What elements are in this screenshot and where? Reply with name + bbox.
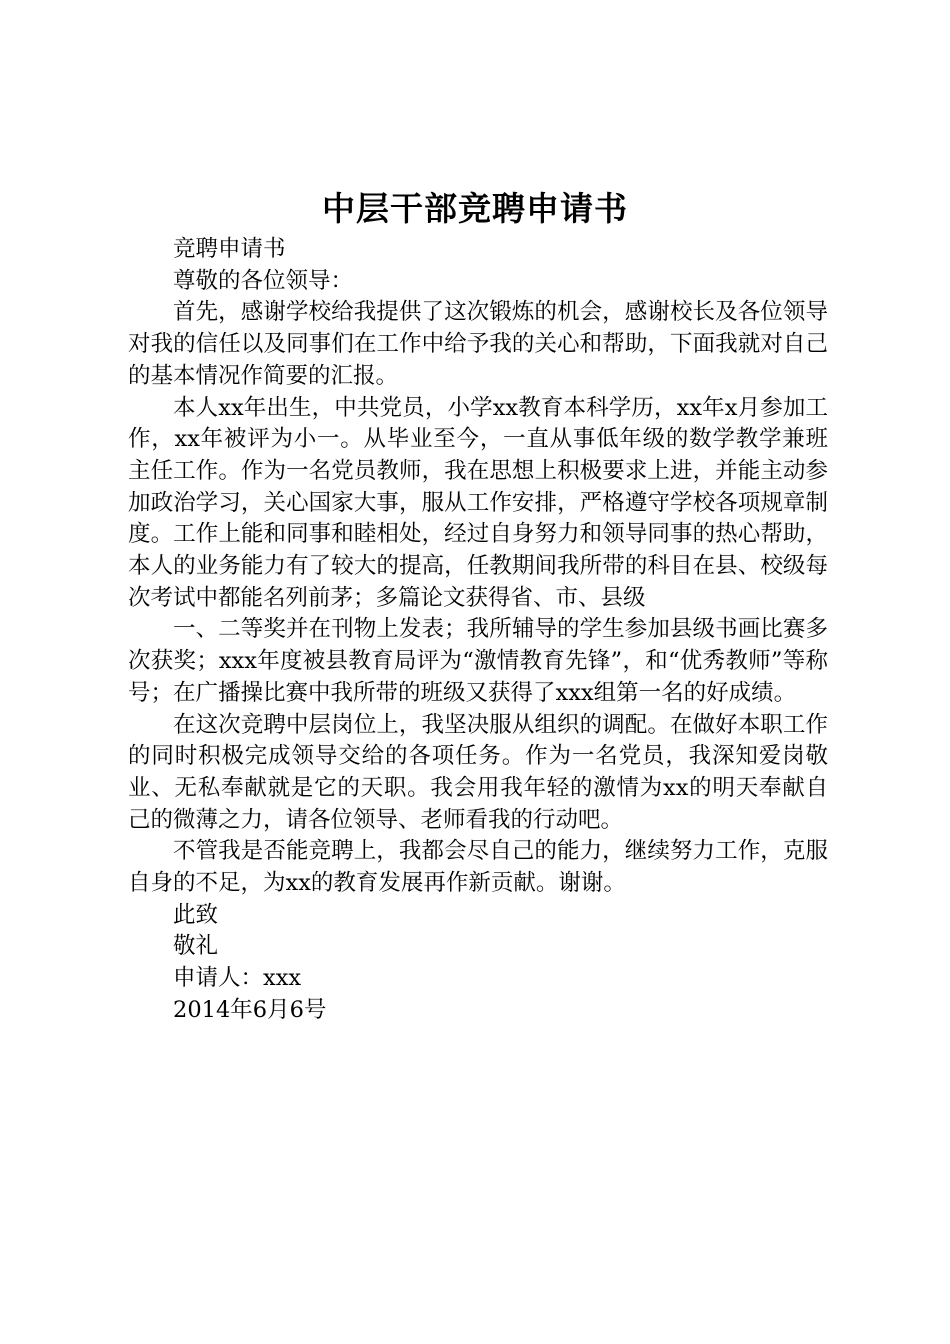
paragraph-background: 本人xx年出生，中共党员，小学xx教育本科学历，xx年x月参加工作，xx年被评为小一。从毕业至今，一直从事低年级的数学教学兼班主任工作。作为一名党员教师，我在思想上积极要求上进，并能主动参加政治学习，关心国家大事，服从工作安排，严格遵守学校各项规章制度。工作上能和同事和睦相处，经过自身努力和领导同事的热心帮助，本人的业务能力有了较大的提高，任教期间我所带的科目在县、校级每次考试中都能名列前茅；多篇论文获得省、市、县级 — [128, 394, 828, 611]
document-body — [128, 234, 828, 1027]
paragraph-awards: 一、二等奖并在刊物上发表；我所辅导的学生参加县级书画比赛多次获奖；xxx年度被县教育局评为“激情教育先锋”，和“优秀教师”等称号；在广播操比赛中我所带的班级又获得了xxx组第一名的好成绩。 — [128, 616, 828, 706]
paragraph-commitment: 在这次竞聘中层岗位上，我坚决服从组织的调配。在做好本职工作的同时积极完成领导交给的各项任务。作为一名党员，我深知爱岗敬业、无私奉献就是它的天职。我会用我年轻的激情为xx的明天奉献自己的微薄之力，请各位领导、老师看我的行动吧。 — [128, 711, 828, 833]
applicant-line: 申请人：xxx — [173, 965, 302, 992]
paragraph-salutation: 尊敬的各位领导： — [173, 267, 354, 294]
document-title: 中层干部竞聘申请书 — [322, 189, 628, 228]
paragraph-intro: 首先，感谢学校给我提供了这次锻炼的机会，感谢校长及各位领导对我的信任以及同事们在工作中给予我的关心和帮助，下面我就对自己的基本情况作简要的汇报。 — [128, 299, 828, 389]
closing-cizhi: 此致 — [173, 901, 219, 928]
paragraph-closing: 不管我是否能竞聘上，我都会尽自己的能力，继续努力工作，克服自身的不足，为xx的教育发展再作新贡献。谢谢。 — [128, 838, 828, 897]
date-line: 2014年6月6号 — [173, 996, 327, 1023]
paragraph-heading: 竞聘申请书 — [173, 236, 286, 262]
closing-jingli: 敬礼 — [173, 933, 219, 960]
